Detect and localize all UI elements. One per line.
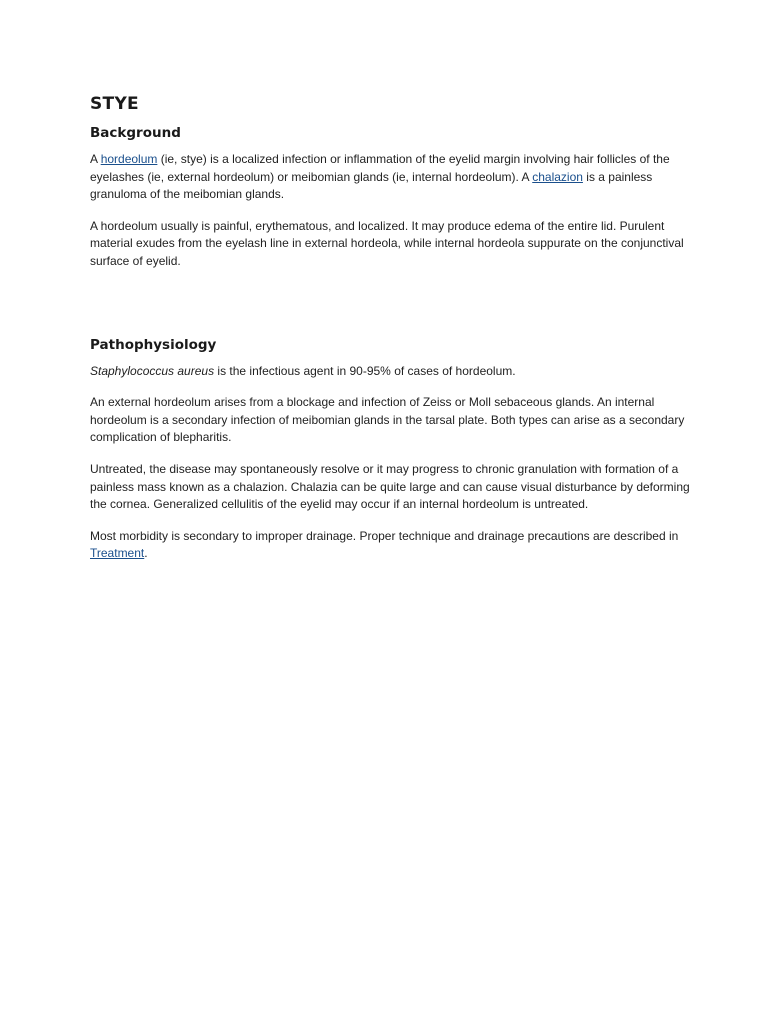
- section-spacer: [90, 285, 690, 336]
- text-run: .: [144, 546, 148, 561]
- section-heading-background: Background: [90, 125, 181, 141]
- text-run: Most morbidity is secondary to improper drainage. Proper technique and drainage precautions are described in: [90, 528, 679, 543]
- background-paragraph-1: [90, 151, 690, 204]
- organism-name: Staphylococcus aureus: [90, 363, 215, 378]
- pathophysiology-paragraph-4: [90, 528, 690, 563]
- section-heading-pathophysiology: Pathophysiology: [90, 336, 217, 353]
- hordeolum-link[interactable]: hordeolum: [100, 152, 158, 166]
- text-run: is the infectious agent in 90-95% of cases of hordeolum.: [214, 363, 516, 378]
- document-title: STYE: [90, 94, 139, 114]
- text-run: A: [90, 152, 101, 166]
- background-paragraph-2: A hordeolum usually is painful, erythematous, and localized. It may produce edema of the entire lid. Purulent material exudes from the eyelash line in external hordeola, while internal hordeola suppurate on the conjunctival surface of eyelid.: [90, 218, 684, 268]
- chalazion-link[interactable]: chalazion: [532, 169, 583, 184]
- pathophysiology-paragraph-1: [90, 363, 690, 381]
- text-run: (ie, stye) is a localized infection or inflammation of the eyelid margin involving hair follicles of the eyelashes (ie, external hordeolum) or meibomian glands (ie, internal hordeolum). A: [90, 152, 670, 184]
- document-page: [90, 92, 690, 577]
- pathophysiology-paragraph-3: Untreated, the disease may spontaneously resolve or it may progress to chronic granulation with formation of a painless mass known as a chalazion. Chalazia can be quite large and can cause visual disturbance by deforming the cornea. Generalized cellulitis of the eyelid may occur if an internal hordeolum is untreated.: [90, 461, 690, 512]
- text-run: is a painless granuloma of the meibomian glands.: [90, 169, 653, 202]
- treatment-link[interactable]: Treatment: [90, 546, 145, 561]
- pathophysiology-paragraph-2: An external hordeolum arises from a blockage and infection of Zeiss or Moll sebaceous glands. An internal hordeolum is a secondary infection of meibomian glands in the tarsal plate. Both types can arise as a secondary complication of blepharitis.: [90, 395, 685, 445]
